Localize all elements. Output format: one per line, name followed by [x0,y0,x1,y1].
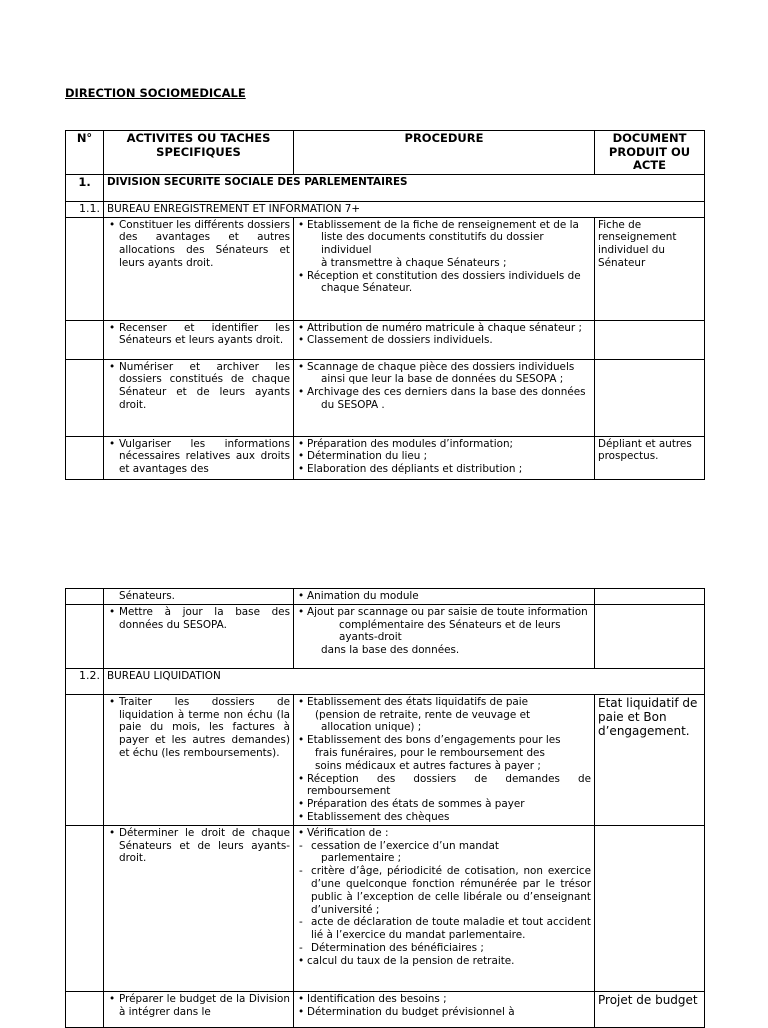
activity-cell: • Mettre à jour la base des données du SESOPA. [107,606,290,632]
document-cell: Fiche de renseignement individuel du Sénateur [595,217,705,320]
subsection-title: BUREAU LIQUIDATION [104,668,705,694]
activity-continued: Sénateurs. [104,589,294,605]
document-cell [595,825,705,991]
procedures-table-1 [65,130,705,480]
activity-cell: • Recenser et identifier les Sénateurs et leurs ayants droit. [107,322,290,348]
procedure-cell: • Identification des besoins ; • Détermination du budget prévisionnel à [294,991,595,1027]
header-number: N° [66,131,104,175]
procedures-table-2 [65,588,705,1028]
document-cell [595,359,705,436]
procedure-cell: • Vérification de : - cessation de l’exercice d’un mandat parlementaire ; - critère d’âge, périodicité de cotisation, non exercice d’une quelconque fonction rémunérée par le trésor public à l’exception de celle libérale ou d’enseignant d’université ; - acte de déclaration de toute maladie et tout accident lié à l’exercice du mandat parlementaire. - Détermination des bénéficiaires ; • calcul du taux de la pension de retraite. [294,825,595,991]
activity-cell: • Numériser et archiver les dossiers constitués de chaque Sénateur et de leurs ayants droit. [107,361,290,412]
procedure-cell: • Etablissement de la fiche de renseignement et de la liste des documents constitutifs du dossier individuel à transmettre à chaque Sénateurs ; • Réception et constitution des dossiers individuels de chaque Sénateur. [294,217,595,320]
procedure-cell: • Etablissement des états liquidatifs de paie (pension de retraite, rente de veuvage et allocation unique) ; • Etablissement des bons d’engagements pour les frais funéraires, pour le remboursement des soins médicaux et autres factures à payer ; • Réception des dossiers de demandes de remboursement • Préparation des états de sommes à payer • Etablissement des chèques [294,694,595,825]
header-document: DOCUMENT PRODUIT OU ACTE [595,131,705,175]
activity-cell: • Vulgariser les informations nécessaires relatives aux droits et avantages des [107,438,290,476]
header-activities: ACTIVITES OU TACHES SPECIFIQUES [104,131,294,175]
header-procedure: PROCEDURE [294,131,595,175]
activity-cell: • Constituer les différents dossiers des avantages et autres allocations des Sénateurs et leurs ayants droit. [107,219,290,270]
section-title: DIVISION SECURITE SOCIALE DES PARLEMENTAIRES [104,174,705,201]
procedure-cell: • Scannage de chaque pièce des dossiers individuels ainsi que leur la base de données du SESOPA ; • Archivage des ces derniers dans la base des données du SESOPA . [294,359,595,436]
document-cell [595,320,705,359]
activity-cell: • Préparer le budget de la Division à intégrer dans le [107,993,290,1019]
section-number: 1. [66,174,104,201]
subsection-number: 1.1. [66,201,104,217]
subsection-title: BUREAU ENREGISTREMENT ET INFORMATION 7+ [104,201,705,217]
procedure-cell: • Ajout par scannage ou par saisie de toute information complémentaire des Sénateurs et de leurs ayants-droit dans la base des données. [294,604,595,668]
procedure-cell: • Préparation des modules d’information; • Détermination du lieu ; • Elaboration des dépliants et distribution ; [294,436,595,479]
activity-cell: • Traiter les dossiers de liquidation à terme non échu (la paie du mois, les factures à payer et les autres demandes) et échu (les remboursements). [107,696,290,760]
activity-cell: • Déterminer le droit de chaque Sénateurs et de leurs ayants-droit. [107,827,290,865]
procedure-cell: • Animation du module [297,590,591,603]
page-heading: DIRECTION SOCIOMEDICALE [65,86,246,100]
subsection-number: 1.2. [66,668,104,694]
document-cell: Etat liquidatif de paie et Bon d’engagement. [595,694,705,825]
procedure-cell: • Attribution de numéro matricule à chaque sénateur ; • Classement de dossiers individuels. [294,320,595,359]
document-cell: Dépliant et autres prospectus. [595,436,705,479]
document-cell: Projet de budget [595,991,705,1027]
